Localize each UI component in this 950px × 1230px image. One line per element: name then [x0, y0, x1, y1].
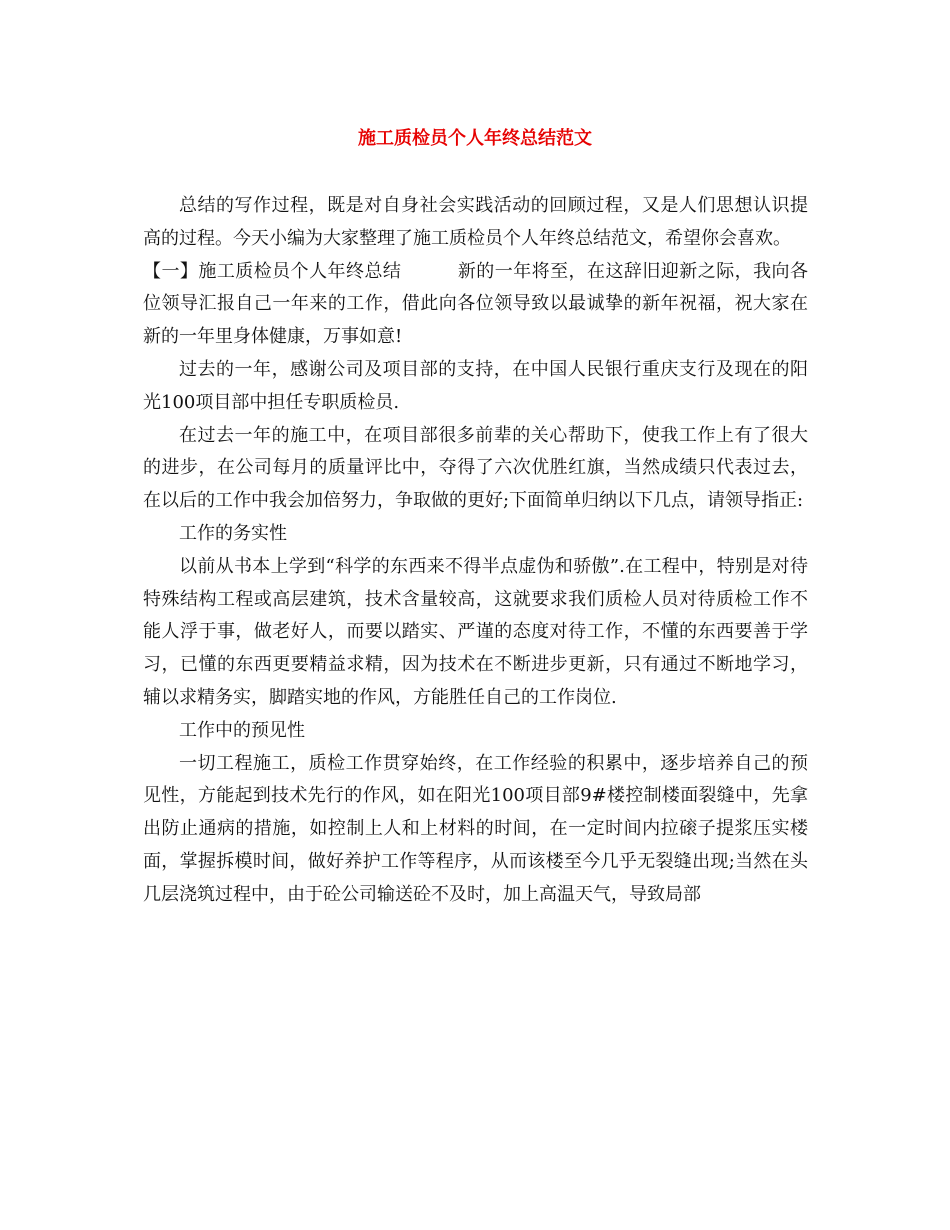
practical-heading: 工作的务实性	[179, 522, 287, 544]
intro-paragraph: 总结的写作过程，既是对自身社会实践活动的回顾过程，又是人们思想认识提高的过程。今天小编为大家整理了施工质检员个人年终总结范文，希望你会喜欢。	[143, 195, 808, 249]
section-text: 新的一年将至，在这辞旧迎新之际，我向各位领导汇报自己一年来的工作，借此向各位领导致以最诚挚的新年祝福，祝大家在新的一年里身体健康，万事如意!	[143, 260, 809, 348]
progress-paragraph: 在过去一年的施工中，在项目部很多前辈的关心帮助下，使我工作上有了很大的进步，在公司每月的质量评比中，夺得了六次优胜红旗，当然成绩只代表过去，在以后的工作中我会加倍努力，争取做的更好;下面简单归纳以下几点，请领导指正:	[143, 424, 808, 512]
section-heading: 【一】施工质检员个人年终总结	[143, 260, 402, 282]
document-body	[143, 190, 808, 912]
document-title: 施工质检员个人年终总结范文	[358, 128, 592, 149]
section-one-paragraph	[143, 256, 808, 354]
past-year-paragraph: 过去的一年，感谢公司及项目部的支持，在中国人民银行重庆支行及现在的阳光100项目部中担任专职质检员.	[143, 358, 808, 413]
foresight-heading: 工作中的预见性	[179, 719, 305, 741]
practical-paragraph: 以前从书本上学到“科学的东西来不得半点虚伪和骄傲”.在工程中，特别是对待特殊结构工程或高层建筑，技术含量较高，这就要求我们质检人员对待质检工作不能人浮于事，做老好人，而要以踏实、严谨的态度对待工作，不懂的东西要善于学习，已懂的东西更要精益求精，因为技术在不断进步更新，只有通过不断地学习，辅以求精务实，脚踏实地的作风，方能胜任自己的工作岗位.	[143, 555, 808, 708]
foresight-paragraph: 一切工程施工，质检工作贯穿始终，在工作经验的积累中，逐步培养自己的预见性，方能起到技术先行的作风，如在阳光100项目部9#楼控制楼面裂缝中，先拿出防止通病的措施，如控制上人和上材料的时间，在一定时间内拉磙子提浆压实楼面，掌握拆模时间，做好养护工作等程序，从而该楼至今几乎无裂缝出现;当然在头几层浇筑过程中，由于砼公司输送砼不及时，加上高温天气，导致局部	[143, 752, 808, 905]
